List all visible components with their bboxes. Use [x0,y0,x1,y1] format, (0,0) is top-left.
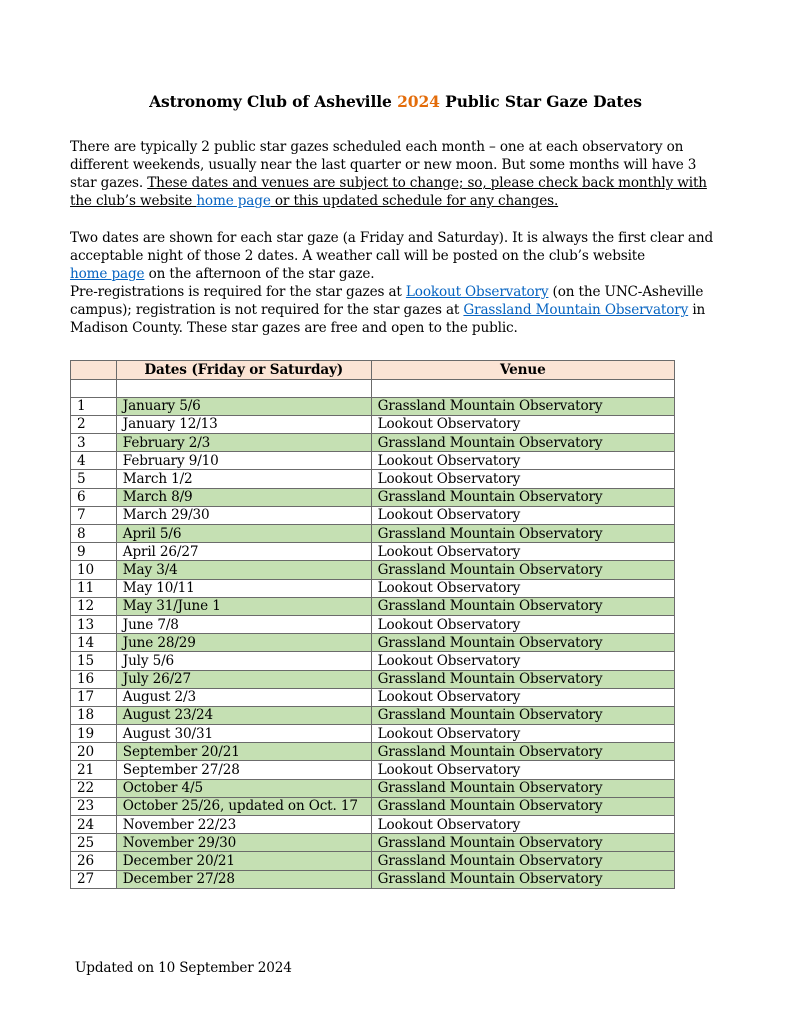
row-venue: Grassland Mountain Observatory [371,797,674,815]
row-number: 12 [71,597,117,615]
row-date: September 27/28 [116,761,371,779]
row-venue: Lookout Observatory [371,415,674,433]
home-page-link[interactable]: home page [196,193,271,210]
table-row [71,743,675,761]
row-number: 6 [71,488,117,506]
row-number: 1 [71,397,117,415]
row-date: September 20/21 [116,743,371,761]
row-venue: Grassland Mountain Observatory [371,561,674,579]
table-row [71,797,675,815]
row-number: 8 [71,525,117,543]
row-date: December 20/21 [116,852,371,870]
table-row [71,561,675,579]
row-number: 14 [71,634,117,652]
row-number: 26 [71,852,117,870]
row-number: 22 [71,779,117,797]
row-venue: Grassland Mountain Observatory [371,397,674,415]
table-row [71,597,675,615]
table-row [71,579,675,597]
row-date: June 28/29 [116,634,371,652]
row-venue: Lookout Observatory [371,506,674,524]
row-venue: Grassland Mountain Observatory [371,706,674,724]
row-date: July 26/27 [116,670,371,688]
row-venue: Lookout Observatory [371,470,674,488]
row-date: January 5/6 [116,397,371,415]
row-venue: Lookout Observatory [371,816,674,834]
row-number: 25 [71,834,117,852]
row-venue: Grassland Mountain Observatory [371,488,674,506]
row-date: November 22/23 [116,816,371,834]
row-venue: Grassland Mountain Observatory [371,434,674,452]
row-number: 13 [71,615,117,633]
intro-notice: These dates and venues are subject to change; so, please check back monthly with the club’s website [70,175,707,210]
row-number: 18 [71,706,117,724]
row-date: August 23/24 [116,706,371,724]
grassland-observatory-link[interactable]: Grassland Mountain Observatory [463,302,689,319]
table-row [71,816,675,834]
table-header-row [71,361,675,380]
title-suffix: Public Star Gaze Dates [439,92,642,111]
details-text: Two dates are shown for each star gaze (a Friday and Saturday). It is always the first clear and acceptable night of those 2 dates. A weather call will be posted on the club’s website [70,230,714,265]
row-number: 19 [71,725,117,743]
table-row [71,870,675,888]
schedule-table [70,360,675,889]
row-venue: Grassland Mountain Observatory [371,834,674,852]
row-number: 21 [71,761,117,779]
table-row [71,452,675,470]
row-number: 20 [71,743,117,761]
table-row [71,634,675,652]
row-number: 16 [71,670,117,688]
registration-text-3: in Madison County. These star gazes are free and open to the public. [70,302,706,337]
row-venue: Lookout Observatory [371,652,674,670]
row-date: March 1/2 [116,470,371,488]
registration-text-2: (on the UNC-Asheville campus); registration is not required for the star gazes at [70,284,704,319]
table-row [71,652,675,670]
row-date: March 8/9 [116,488,371,506]
row-date: August 2/3 [116,688,371,706]
row-venue: Grassland Mountain Observatory [371,634,674,652]
table-row [71,852,675,870]
row-number: 11 [71,579,117,597]
row-date: November 29/30 [116,834,371,852]
row-number: 17 [71,688,117,706]
table-row [71,725,675,743]
row-date: March 29/30 [116,506,371,524]
row-venue: Lookout Observatory [371,543,674,561]
row-date: June 7/8 [116,615,371,633]
row-date: May 31/June 1 [116,597,371,615]
row-date: December 27/28 [116,870,371,888]
row-date: February 2/3 [116,434,371,452]
header-num [71,361,117,380]
row-date: August 30/31 [116,725,371,743]
row-date: May 10/11 [116,579,371,597]
blank-row [71,379,675,397]
header-dates: Dates (Friday or Saturday) [116,361,371,380]
document-title [0,92,791,111]
table-row [71,470,675,488]
row-number: 5 [71,470,117,488]
table-row [71,543,675,561]
row-venue: Lookout Observatory [371,725,674,743]
title-prefix: Astronomy Club of Asheville [149,92,398,111]
row-number: 9 [71,543,117,561]
table-row [71,779,675,797]
row-date: April 26/27 [116,543,371,561]
home-page-link-2[interactable]: home page [70,266,145,283]
row-date: October 4/5 [116,779,371,797]
row-venue: Grassland Mountain Observatory [371,779,674,797]
row-number: 15 [71,652,117,670]
table-row [71,688,675,706]
row-venue: Lookout Observatory [371,761,674,779]
schedule-body [71,379,675,888]
row-venue: Grassland Mountain Observatory [371,597,674,615]
table-row [71,670,675,688]
table-row [71,415,675,433]
row-venue: Grassland Mountain Observatory [371,852,674,870]
table-row [71,397,675,415]
registration-text: Pre-registrations is required for the star gazes at [70,284,406,301]
table-row [71,761,675,779]
table-row [71,615,675,633]
row-date: July 5/6 [116,652,371,670]
table-row [71,506,675,524]
row-venue: Grassland Mountain Observatory [371,670,674,688]
table-row [71,834,675,852]
row-number: 2 [71,415,117,433]
header-venue: Venue [371,361,674,380]
intro-paragraph [70,138,725,210]
row-date: April 5/6 [116,525,371,543]
row-venue: Grassland Mountain Observatory [371,525,674,543]
row-venue: Lookout Observatory [371,579,674,597]
updated-note: Updated on 10 September 2024 [75,960,292,976]
intro-notice-end: or this updated schedule for any changes. [270,193,559,210]
row-number: 4 [71,452,117,470]
lookout-observatory-link[interactable]: Lookout Observatory [405,284,549,301]
row-number: 7 [71,506,117,524]
row-date: May 3/4 [116,561,371,579]
table-row [71,434,675,452]
details-paragraph [70,229,725,338]
row-venue: Lookout Observatory [371,688,674,706]
row-venue: Lookout Observatory [371,452,674,470]
details-text-2: on the afternoon of the star gaze. [144,266,375,283]
row-date: October 25/26, updated on Oct. 17 [116,797,371,815]
row-number: 24 [71,816,117,834]
row-venue: Grassland Mountain Observatory [371,870,674,888]
table-row [71,488,675,506]
row-venue: Lookout Observatory [371,615,674,633]
row-number: 27 [71,870,117,888]
row-date: January 12/13 [116,415,371,433]
row-venue: Grassland Mountain Observatory [371,743,674,761]
row-number: 3 [71,434,117,452]
title-year: 2024 [397,92,440,111]
row-number: 10 [71,561,117,579]
table-row [71,525,675,543]
intro-text: There are typically 2 public star gazes scheduled each month – one at each observatory on different weekends, usually near the last quarter or new moon. But some months will have 3 star gazes. [70,139,697,192]
table-row [71,706,675,724]
row-number: 23 [71,797,117,815]
row-date: February 9/10 [116,452,371,470]
